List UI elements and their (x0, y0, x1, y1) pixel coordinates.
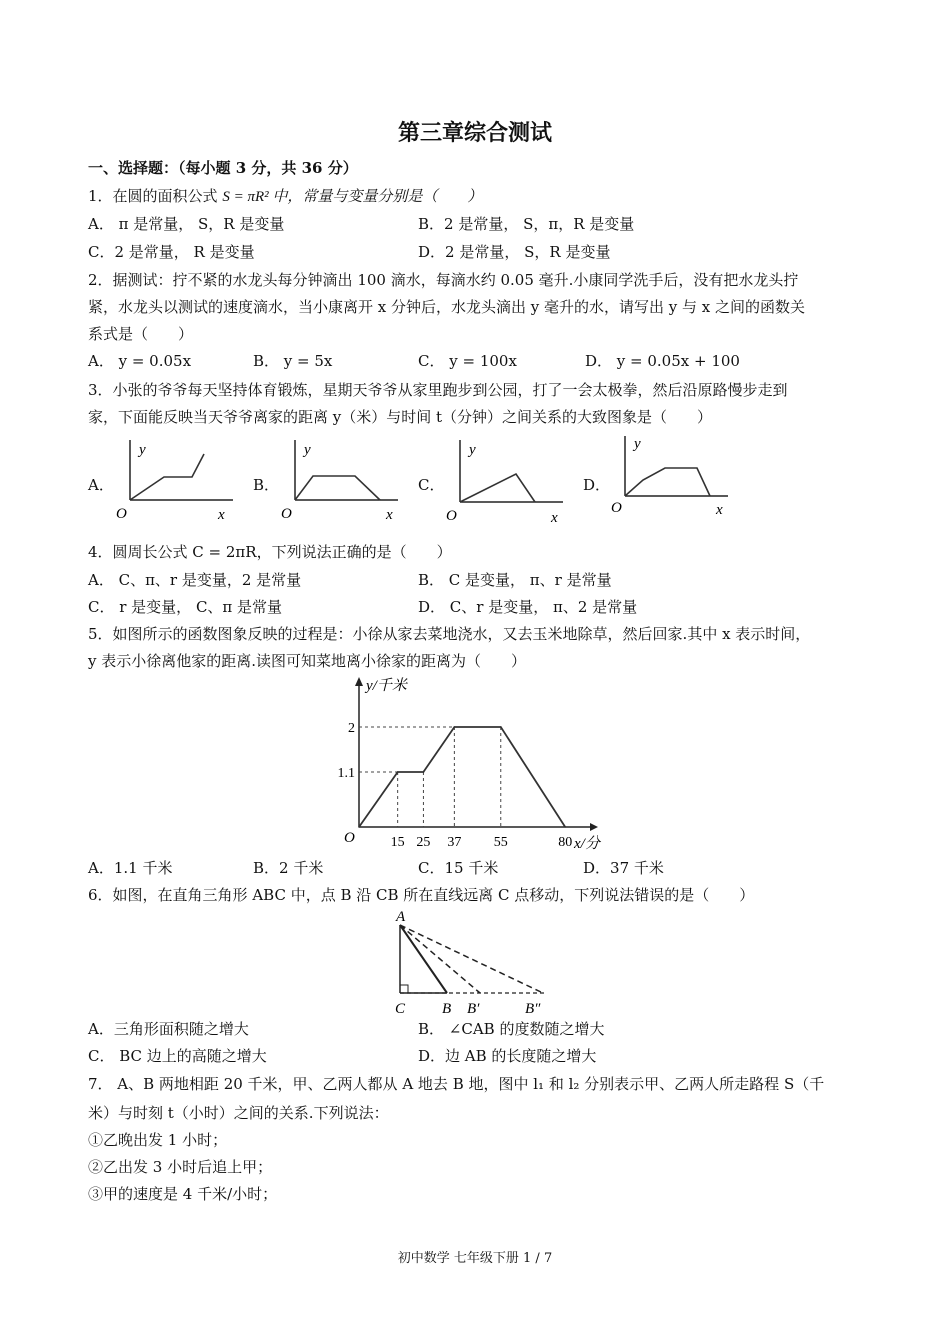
graph-line (295, 476, 380, 500)
series-line (359, 727, 565, 827)
q7-statement-1: ①乙晚出发 1 小时； (88, 1131, 228, 1149)
x-label: x (551, 510, 558, 526)
x-label: x (716, 502, 723, 518)
origin-label: O (281, 506, 292, 522)
point-a-label: A (396, 909, 406, 925)
segment-ab-double-prime (400, 925, 543, 993)
point-c-label: C (395, 1001, 406, 1017)
q1-option-c: C．2 是常量， R 是变量 (88, 243, 255, 261)
q7-statement-2: ②乙出发 3 小时后追上甲； (88, 1158, 273, 1176)
graph-line (130, 454, 204, 500)
point-b-double-prime-label: B″ (525, 1001, 541, 1017)
point-b-prime-label: B′ (467, 1001, 480, 1017)
y-axis-label: y/千米 (366, 678, 407, 694)
q3-label-a: A． (88, 476, 114, 494)
x-tick-label: 15 (390, 835, 405, 850)
graph-line (460, 474, 535, 502)
graph-line (625, 468, 710, 496)
data-point (454, 726, 456, 728)
q2-line-2: 紧，水龙头以测试的速度滴水，当小康离开 x 分钟后，水龙头滴出 y 毫升的水，请写出 y 与 x 之间的函数关 (88, 298, 806, 316)
q7-line-1: 7． A、B 两地相距 20 千米，甲、乙两人都从 A 地去 B 地，图中 l₁ 和 l₂ 分别表示甲、乙两人所走路程 S（千 (88, 1075, 825, 1093)
origin-label: O (116, 506, 127, 522)
q2-option-c: C． y = 100x (418, 352, 517, 370)
q1-stem-text: 1．在圆的面积公式 (88, 187, 218, 205)
page-footer: 初中数学 七年级下册 1 / 7 (397, 1251, 553, 1266)
q1-option-d: D．2 是常量， S，R 是变量 (418, 243, 611, 261)
q1-option-b: B．2 是常量， S，π，R 是变量 (418, 215, 635, 233)
right-angle-mark (400, 985, 408, 993)
q6-triangle-figure (385, 903, 560, 1018)
origin-label: O (611, 500, 622, 516)
x-tick-label: 80 (558, 835, 573, 850)
point-b-label: B (442, 1001, 452, 1017)
y-label: y (469, 442, 476, 458)
x-label: x (386, 507, 393, 523)
x-axis-arrow (590, 823, 598, 831)
origin-label: O (344, 830, 355, 846)
q6-option-c: C． BC 边上的高随之增大 (88, 1047, 267, 1065)
q2-option-b: B． y = 5x (253, 352, 333, 370)
q3-label-b: B． (253, 476, 280, 494)
y-label: y (139, 442, 146, 458)
q5-line-1: 5．如图所示的函数图象反映的过程是：小徐从家去菜地浇水，又去玉米地除草，然后回家.其中 x 表示时间， (88, 625, 811, 643)
q3-graph-b (273, 436, 403, 526)
q2-option-a: A． y = 0.05x (88, 352, 192, 370)
q5-option-c: C．15 千米 (418, 859, 499, 877)
q6-option-d: D．边 AB 的长度随之增大 (418, 1047, 597, 1065)
q6-option-a: A．三角形面积随之增大 (88, 1020, 249, 1038)
q6-option-b: B． ∠CAB 的度数随之增大 (418, 1020, 605, 1038)
q5-distance-time-chart (330, 672, 620, 852)
q1-option-a: A． π 是常量， S，R 是变量 (88, 215, 285, 233)
q4-option-a: A． C、π、r 是变量，2 是常量 (88, 571, 302, 589)
q5-option-a: A．1.1 千米 (88, 859, 173, 877)
q7-statement-3: ③甲的速度是 4 千米/小时； (88, 1185, 278, 1203)
data-point (397, 771, 399, 773)
y-label: y (634, 436, 641, 452)
question-1-stem (88, 186, 482, 207)
q3-graph-a (108, 436, 238, 526)
q5-option-b: B．2 千米 (253, 859, 324, 877)
origin-label: O (446, 508, 457, 524)
q3-label-c: C． (418, 476, 445, 494)
x-tick-label: 37 (447, 835, 462, 850)
x-tick-label: 55 (493, 835, 508, 850)
data-point (423, 771, 425, 773)
q3-graph-d (603, 432, 733, 522)
y-tick-label: 2 (348, 721, 355, 736)
data-point (500, 726, 502, 728)
data-point (564, 826, 566, 828)
q3-line-2: 家，下面能反映当天爷爷离家的距离 y（米）与时间 t（分钟）之间关系的大致图象是（ ） (88, 408, 713, 426)
q5-line-2: y 表示小徐离他家的距离.读图可知菜地离小徐家的距离为（ ） (88, 652, 527, 670)
y-axis-arrow (355, 677, 363, 686)
y-tick-label: 1.1 (337, 766, 355, 781)
q1-formula: S = πR² 中，常量与变量分别是（ ） (222, 189, 483, 205)
q3-graph-c (438, 436, 568, 528)
x-axis-label: x/分 (574, 836, 600, 852)
y-label: y (304, 442, 311, 458)
q3-label-d: D． (583, 476, 611, 494)
page-title: 第三章综合测试 (397, 120, 552, 146)
q2-line-1: 2．据测试：拧不紧的水龙头每分钟滴出 100 滴水，每滴水约 0.05 毫升.小康同学洗手后，没有把水龙头拧 (88, 271, 799, 289)
q4-option-b: B． C 是变量， π、r 是常量 (418, 571, 612, 589)
q2-option-d: D． y = 0.05x + 100 (585, 352, 740, 370)
data-point (358, 826, 360, 828)
x-tick-label: 25 (416, 835, 431, 850)
q4-option-c: C． r 是变量， C、π 是常量 (88, 598, 283, 616)
q3-line-1: 3．小张的爷爷每天坚持体育锻炼，星期天爷爷从家里跑步到公园，打了一会太极拳，然后沿原路慢步走到 (88, 381, 788, 399)
q4-option-d: D． C、r 是变量， π、2 是常量 (418, 598, 638, 616)
q6-stem: 6．如图，在直角三角形 ABC 中，点 B 沿 CB 所在直线远离 C 点移动，下列说法错误的是（ ） (88, 886, 755, 904)
section-heading: 一、选择题：（每小题 3 分，共 36 分） (88, 159, 358, 177)
q5-option-d: D．37 千米 (583, 859, 664, 877)
q4-stem: 4．圆周长公式 C = 2πR，下列说法正确的是（ ） (88, 543, 452, 561)
q7-line-2: 米）与时刻 t（小时）之间的关系.下列说法： (88, 1104, 389, 1122)
q2-line-3: 系式是（ ） (88, 325, 194, 343)
x-label: x (218, 507, 225, 523)
